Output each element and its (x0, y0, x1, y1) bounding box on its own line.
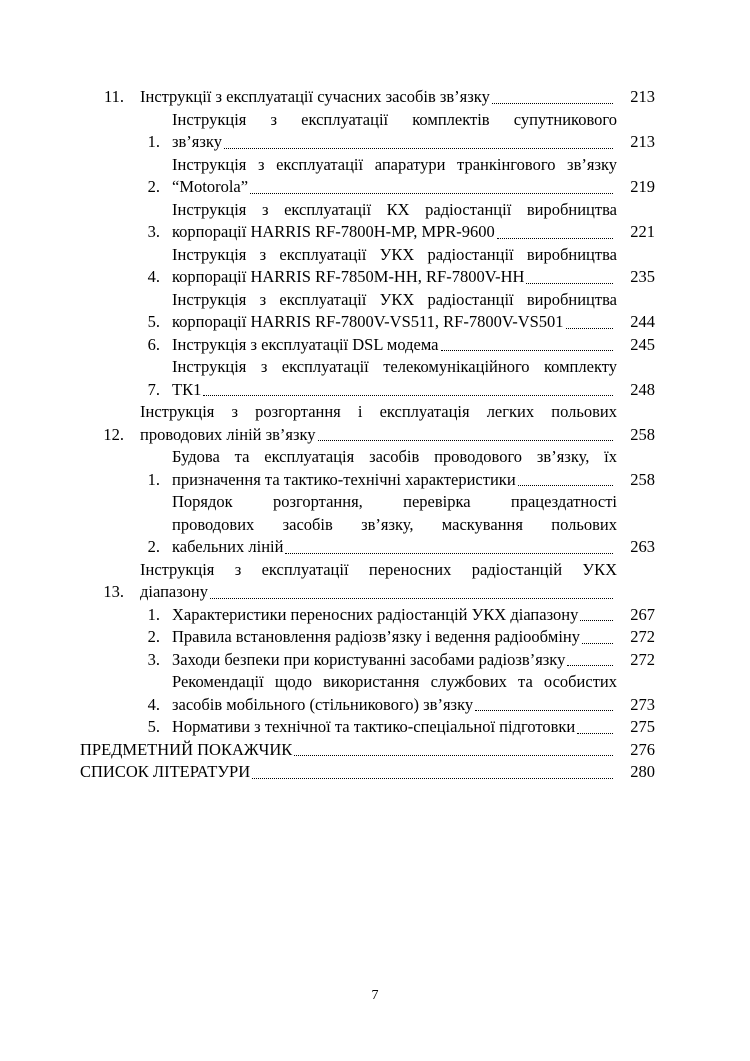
toc-entry-title-line: ТК1 (172, 379, 202, 399)
toc-entry[interactable] (80, 356, 655, 401)
toc-entry-title (80, 739, 617, 762)
toc-entry-page: 272 (630, 649, 655, 669)
toc-entry-number: 6. (147, 334, 160, 354)
toc-entry-page: 219 (630, 177, 655, 196)
toc-entry-title-last-line (172, 469, 617, 492)
toc-entry-number: 1. (147, 469, 160, 489)
toc-entry-title (172, 356, 617, 401)
toc-entry-title-last-line (140, 424, 617, 447)
toc-entry-title (172, 649, 617, 672)
toc-entry-title-last-line (172, 176, 617, 199)
toc-entry-title-last-line (140, 86, 617, 109)
toc-entry-title (80, 761, 617, 784)
toc-entry-title-line: Інструкція з експлуатації переносних радіостанцій УКХ (140, 559, 617, 579)
dot-leader (566, 328, 613, 329)
dot-leader (252, 778, 613, 779)
toc-entry-title-last-line (172, 694, 617, 717)
toc-entry-page: 244 (630, 312, 655, 331)
toc-entry-title-line: призначення та тактико-технічні характеристики (172, 469, 516, 489)
toc-entry-title-line: Заходи безпеки при користуванні засобами радіозв’язку (172, 649, 566, 669)
dot-leader (492, 103, 613, 104)
toc-entry-title-line: проводових засобів зв’язку, маскування польових (172, 514, 617, 534)
toc-entry-title-line: Інструкція з експлуатації DSL модема (172, 334, 439, 354)
toc-entry-title (172, 334, 617, 357)
dot-leader (518, 485, 613, 486)
toc-entry-title (172, 626, 617, 649)
toc-entry-title (172, 109, 617, 154)
toc-entry-title (172, 446, 617, 491)
toc-entry-title-last-line (172, 626, 617, 649)
toc-entry-number: 2. (147, 177, 160, 196)
toc-entry-page: 235 (630, 267, 655, 286)
toc-entry-title (172, 244, 617, 289)
toc-entry-title (140, 559, 617, 604)
toc-entry-page: 267 (630, 604, 655, 624)
toc-entry[interactable] (80, 739, 655, 762)
toc-entry-title-line: Інструкція з експлуатації апаратури транкінгового зв’язку (172, 154, 617, 174)
toc-entry-title-line: Будова та експлуатація засобів проводового зв’язку, їх (172, 447, 617, 466)
toc-entry-title (172, 604, 617, 627)
toc-entry-number: 2. (147, 627, 160, 646)
toc-entry-number: 5. (147, 312, 160, 331)
table-of-contents (80, 86, 655, 784)
toc-entry-title-line: ПРЕДМЕТНИЙ ПОКАЖЧИК (80, 739, 293, 759)
toc-entry-title-line: “Motorola” (172, 177, 249, 196)
toc-entry-number: 11. (103, 87, 124, 106)
toc-entry-page: 275 (630, 717, 655, 736)
toc-entry[interactable] (80, 334, 655, 357)
toc-entry-number: 3. (147, 222, 160, 241)
toc-entry[interactable] (80, 109, 655, 154)
dot-leader (497, 238, 613, 239)
toc-entry-title-line: Інструкція з експлуатації УКХ радіостанції виробництва (172, 289, 617, 309)
toc-entry-number: 1. (147, 604, 160, 624)
toc-entry-title-line: діапазону (140, 582, 208, 601)
toc-entry-title-last-line (172, 221, 617, 244)
toc-entry-title-line: Інструкція з експлуатації УКХ радіостанції виробництва (172, 244, 617, 264)
toc-entry-page: 258 (630, 469, 655, 489)
toc-entry[interactable] (80, 491, 655, 559)
toc-entry-title-line: корпорації HARRIS RF-7800V-VS511, RF-7800V-VS501 (172, 312, 564, 331)
toc-entry-title-line: кабельних ліній (172, 537, 284, 556)
toc-entry-number: 2. (147, 537, 160, 556)
dot-leader (224, 148, 613, 149)
dot-leader (203, 395, 613, 396)
toc-entry-title (172, 154, 617, 199)
toc-entry[interactable] (80, 289, 655, 334)
toc-entry[interactable] (80, 86, 655, 109)
dot-leader (210, 598, 613, 599)
toc-entry-number: 7. (147, 379, 160, 399)
toc-entry-page: 221 (630, 222, 655, 241)
toc-entry-title-last-line (80, 739, 617, 762)
toc-entry-title (172, 671, 617, 716)
toc-entry-title-line: Інструкції з експлуатації сучасних засобів зв’язку (140, 87, 490, 106)
toc-entry-title-last-line (172, 604, 617, 627)
dot-leader (294, 755, 613, 756)
toc-entry[interactable] (80, 154, 655, 199)
toc-entry-page: 280 (630, 762, 655, 781)
toc-entry-page: 245 (630, 334, 655, 354)
toc-entry-title-last-line (140, 581, 617, 604)
toc-entry[interactable] (80, 244, 655, 289)
toc-entry-title-line: Інструкція з розгортання і експлуатація легких польових (140, 402, 617, 421)
toc-entry-title-line: Порядок розгортання, перевірка працездатності (172, 492, 617, 511)
toc-entry-title-line: корпорації HARRIS RF-7800H-MP, MPR-9600 (172, 222, 495, 241)
toc-entry-title (172, 289, 617, 334)
toc-entry-title-last-line (172, 716, 617, 739)
dot-leader (567, 665, 613, 666)
toc-entry-number: 13. (103, 582, 124, 601)
dot-leader (582, 643, 613, 644)
dot-leader (475, 710, 613, 711)
toc-entry[interactable] (80, 716, 655, 739)
toc-entry[interactable] (80, 401, 655, 446)
dot-leader (250, 193, 613, 194)
dot-leader (526, 283, 613, 284)
toc-entry-title-line: проводових ліній зв’язку (140, 424, 316, 444)
toc-entry-page: 248 (630, 379, 655, 399)
toc-entry-title-line: зв’язку (172, 132, 222, 151)
toc-entry-number: 1. (147, 132, 160, 151)
toc-entry-title-line: Інструкція з експлуатації телекомунікаційного комплекту (172, 357, 617, 376)
toc-entry[interactable] (80, 671, 655, 716)
toc-entry-number: 12. (103, 424, 124, 444)
dot-leader (441, 350, 613, 351)
page-number: 7 (371, 988, 379, 1003)
toc-entry-title-line: Характеристики переносних радіостанцій УКХ діапазону (172, 604, 579, 624)
toc-entry-title-last-line (172, 536, 617, 559)
toc-entry-page: 276 (630, 739, 655, 759)
toc-entry-number: 5. (147, 717, 160, 736)
toc-entry[interactable] (80, 446, 655, 491)
toc-entry-title-line: Правила встановлення радіозв’язку і ведення радіообміну (172, 627, 580, 646)
toc-entry-title-last-line (172, 334, 617, 357)
toc-entry-title (140, 86, 617, 109)
toc-entry-title-last-line (172, 379, 617, 402)
toc-entry[interactable] (80, 199, 655, 244)
toc-entry[interactable] (80, 626, 655, 649)
toc-entry-title-line: Нормативи з технічної та тактико-спеціальної підготовки (172, 717, 576, 736)
toc-entry-page: 272 (630, 627, 655, 646)
toc-entry-page: 273 (630, 694, 655, 714)
toc-entry-title (172, 491, 617, 559)
dot-leader (285, 553, 613, 554)
toc-entry-number: 4. (147, 267, 160, 286)
dot-leader (580, 620, 613, 621)
toc-entry-page: 213 (630, 87, 655, 106)
toc-entry-title-line: засобів мобільного (стільникового) зв’язку (172, 694, 474, 714)
toc-entry[interactable] (80, 604, 655, 627)
toc-entry-title-last-line (172, 649, 617, 672)
toc-entry-title-last-line (172, 266, 617, 289)
toc-entry-number: 3. (147, 649, 160, 669)
toc-entry-number: 4. (147, 694, 160, 714)
toc-entry-title-line: корпорації HARRIS RF-7850M-HH, RF-7800V-HH (172, 267, 525, 286)
toc-entry-title-line: Інструкція з експлуатації комплектів супутникового (172, 109, 617, 129)
dot-leader (318, 440, 613, 441)
toc-entry-page: 213 (630, 132, 655, 151)
toc-entry-title-last-line (80, 761, 617, 784)
toc-entry-title (172, 716, 617, 739)
toc-entry-page: 263 (630, 537, 655, 556)
toc-entry[interactable] (80, 649, 655, 672)
toc-entry[interactable] (80, 761, 655, 784)
toc-entry-page: 258 (630, 424, 655, 444)
dot-leader (577, 733, 613, 734)
toc-entry-title-line: СПИСОК ЛІТЕРАТУРИ (80, 762, 251, 781)
toc-entry-title (172, 199, 617, 244)
toc-entry-title-last-line (172, 131, 617, 154)
toc-entry-title (140, 401, 617, 446)
toc-entry-title-line: Рекомендації щодо використання службових та особистих (172, 672, 617, 691)
toc-entry-title-last-line (172, 311, 617, 334)
toc-entry-title-line: Інструкція з експлуатації КХ радіостанції виробництва (172, 199, 617, 219)
toc-entry[interactable] (80, 559, 655, 604)
